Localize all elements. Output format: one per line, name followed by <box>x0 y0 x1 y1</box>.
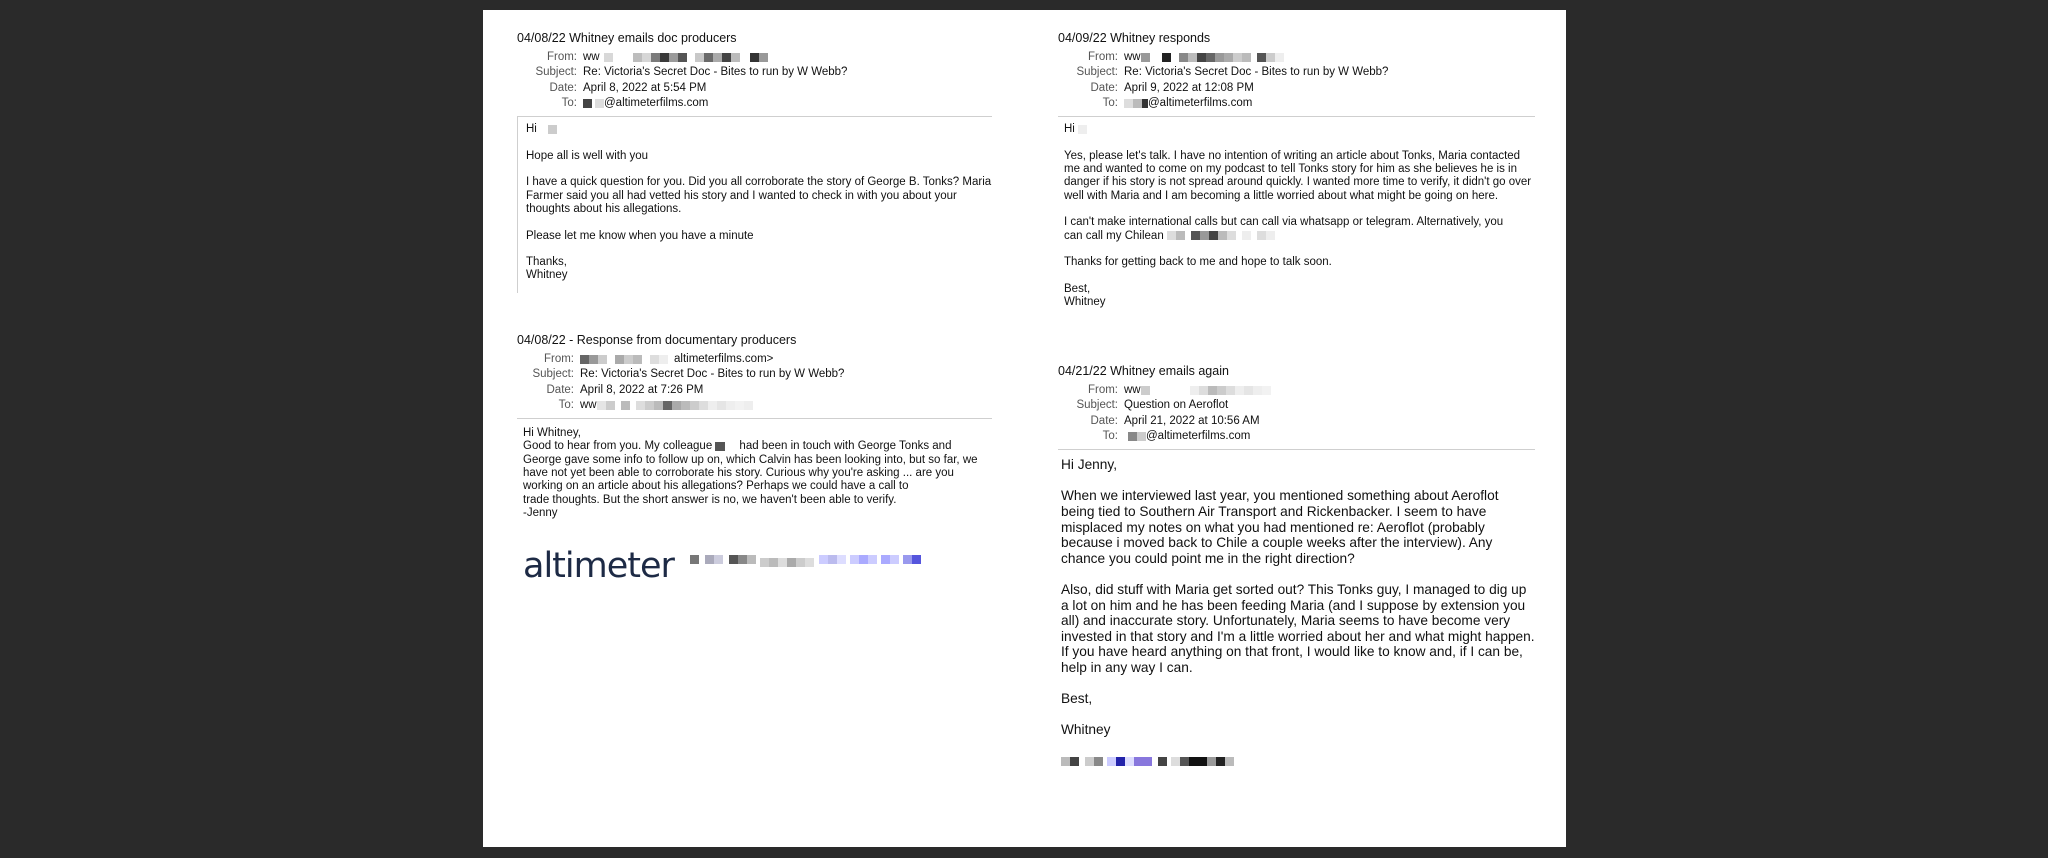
email-1-signature: Whitney <box>526 269 568 282</box>
redacted-block <box>597 401 753 410</box>
email-1-greeting: Hi <box>526 123 992 136</box>
email-1-paragraph-2: I have a quick question for you. Did you all corroborate the story of George B. Tonks? Maria Farmer said you all had vetted his story and I wanted to check in with you about your thoughts about his allegations. <box>526 176 992 215</box>
email-4-header <box>1058 383 1535 444</box>
redacted-block <box>580 355 674 364</box>
email-2-signoff: -Jenny <box>523 506 558 519</box>
email-4-body <box>1058 450 1535 769</box>
date-label: Date: <box>1090 414 1118 427</box>
redacted-block <box>1078 125 1087 134</box>
email-2-title: 04/08/22 - Response from documentary producers <box>517 333 797 347</box>
from-label: From: <box>1087 51 1118 63</box>
email-2-body <box>517 419 992 520</box>
date-label: Date: <box>549 81 577 94</box>
email-1 <box>517 30 992 293</box>
email-4-greeting: Hi Jenny, <box>1061 457 1118 473</box>
email-4-paragraph-2: Also, did stuff with Maria get sorted out? This Tonks guy, I managed to dig up a lot on him and he has been feeding Maria (and I suppose by extension you all) and inaccurate story. Unfortunately, Maria seems to have become very invested in that story and I'm a little worried about her and what might happen. If you have heard anything on that front, I would like to know and, if I can be, help in any way I can. <box>1061 581 1535 675</box>
email-3-title: 04/09/22 Whitney responds <box>1058 31 1211 45</box>
email-1-body <box>517 117 992 293</box>
email-3-paragraph-1: Yes, please let's talk. I have no intention of writing an article about Tonks, Maria contacted me and wanted to come on my podcast to tell Tonks story for him as she believes he is in danger if his story is not spread around quickly. I wanted more time to verify, it didn't go over well with Maria and I am becoming a little worried about what might be going on here. <box>1064 149 1532 202</box>
email-2-from: altimeterfilms.com> <box>580 352 773 367</box>
redacted-block <box>1167 231 1275 240</box>
email-2 <box>517 332 992 586</box>
email-3-paragraph-2: I can't make international calls but can call via whatsapp or telegram. Alternatively, you can call my Chilean <box>1064 216 1504 242</box>
email-3-header <box>1058 50 1535 111</box>
redacted-block <box>1124 99 1148 108</box>
date-label: Date: <box>546 383 574 396</box>
email-2-line-5: trade thoughts. But the short answer is no, we haven't been able to verify. <box>523 493 897 506</box>
email-3 <box>1058 30 1535 309</box>
email-4-to: @altimeterfilms.com <box>1124 429 1250 444</box>
email-3-date: April 9, 2022 at 12:08 PM <box>1124 81 1254 94</box>
email-1-from: ww <box>583 50 768 65</box>
subject-label: Subject: <box>1076 399 1118 412</box>
redacted-signature <box>1061 757 1234 766</box>
email-4-closing: Best, <box>1061 691 1093 707</box>
email-1-to: @altimeterfilms.com <box>583 96 708 111</box>
email-1-date: April 8, 2022 at 5:54 PM <box>583 81 707 94</box>
email-4 <box>1058 363 1535 769</box>
email-2-subject: Re: Victoria's Secret Doc - Bites to run by W Webb? <box>580 368 845 381</box>
email-2-to: ww <box>580 398 753 413</box>
redacted-block <box>819 555 921 564</box>
email-2-date: April 8, 2022 at 7:26 PM <box>580 383 704 396</box>
email-4-signature: Whitney <box>1061 722 1111 738</box>
email-3-subject: Re: Victoria's Secret Doc - Bites to run by W Webb? <box>1124 66 1389 79</box>
email-3-closing: Best, <box>1064 282 1091 295</box>
redacted-block <box>583 99 604 108</box>
email-1-paragraph-3: Please let me know when you have a minute <box>526 229 754 242</box>
to-label: To: <box>1102 96 1118 109</box>
to-label: To: <box>561 96 577 109</box>
email-3-body <box>1058 117 1535 309</box>
redacted-block <box>1141 53 1284 62</box>
redacted-block <box>540 125 557 134</box>
signature-block <box>517 546 992 586</box>
email-1-paragraph-1: Hope all is well with you <box>526 149 649 162</box>
email-2-line-3: have not yet been able to corroborate his story. Curious why you're asking ... are you <box>523 467 954 480</box>
email-4-title: 04/21/22 Whitney emails again <box>1058 364 1229 378</box>
email-4-date: April 21, 2022 at 10:56 AM <box>1124 414 1260 427</box>
email-2-line-4: working on an article about his allegations? Perhaps we could have a call to <box>523 480 909 493</box>
email-3-to: @altimeterfilms.com <box>1124 96 1252 111</box>
redacted-block <box>715 442 739 451</box>
email-2-greeting: Hi Whitney, <box>523 427 581 440</box>
redacted-block <box>1141 386 1271 395</box>
from-label: From: <box>546 51 577 63</box>
email-4-subject: Question on Aeroflot <box>1124 399 1229 412</box>
redacted-block <box>760 558 814 567</box>
email-4-from: ww <box>1124 383 1271 398</box>
to-label: To: <box>1102 429 1118 442</box>
altimeter-logo: altimeter <box>523 546 674 587</box>
redacted-block <box>1124 432 1146 441</box>
email-1-subject: Re: Victoria's Secret Doc - Bites to run by W Webb? <box>583 66 848 79</box>
email-1-title: 04/08/22 Whitney emails doc producers <box>517 31 737 45</box>
email-4-paragraph-1: When we interviewed last year, you mentioned something about Aeroflot being tied to Southern Air Transport and Rickenbacker. I seem to have misplaced my notes on what you had mentioned re: Aeroflot (probably because i moved back to Chile a couple weeks after the interview). Any chance you could point me in the right direction? <box>1061 488 1499 566</box>
date-label: Date: <box>1090 81 1118 94</box>
email-3-paragraph-3: Thanks for getting back to me and hope to talk soon. <box>1064 256 1332 269</box>
email-2-header <box>517 352 992 413</box>
redacted-signature <box>690 550 921 568</box>
email-2-line-2: George gave some info to follow up on, which Calvin has been looking into, but so far, we <box>523 453 978 466</box>
redacted-block <box>600 53 768 62</box>
subject-label: Subject: <box>532 368 574 381</box>
email-3-from: ww <box>1124 50 1284 65</box>
subject-label: Subject: <box>1076 66 1118 79</box>
to-label: To: <box>558 398 574 411</box>
email-3-signature: Whitney <box>1064 296 1106 309</box>
email-3-greeting: Hi <box>1064 123 1535 136</box>
from-label: From: <box>543 353 574 365</box>
redacted-block <box>690 555 756 564</box>
document-page <box>483 10 1566 847</box>
email-1-closing: Thanks, <box>526 256 567 269</box>
email-1-header <box>517 50 992 111</box>
from-label: From: <box>1087 384 1118 396</box>
subject-label: Subject: <box>535 66 577 79</box>
email-2-line-1: Good to hear from you. My colleague had been in touch with George Tonks and <box>523 440 952 453</box>
